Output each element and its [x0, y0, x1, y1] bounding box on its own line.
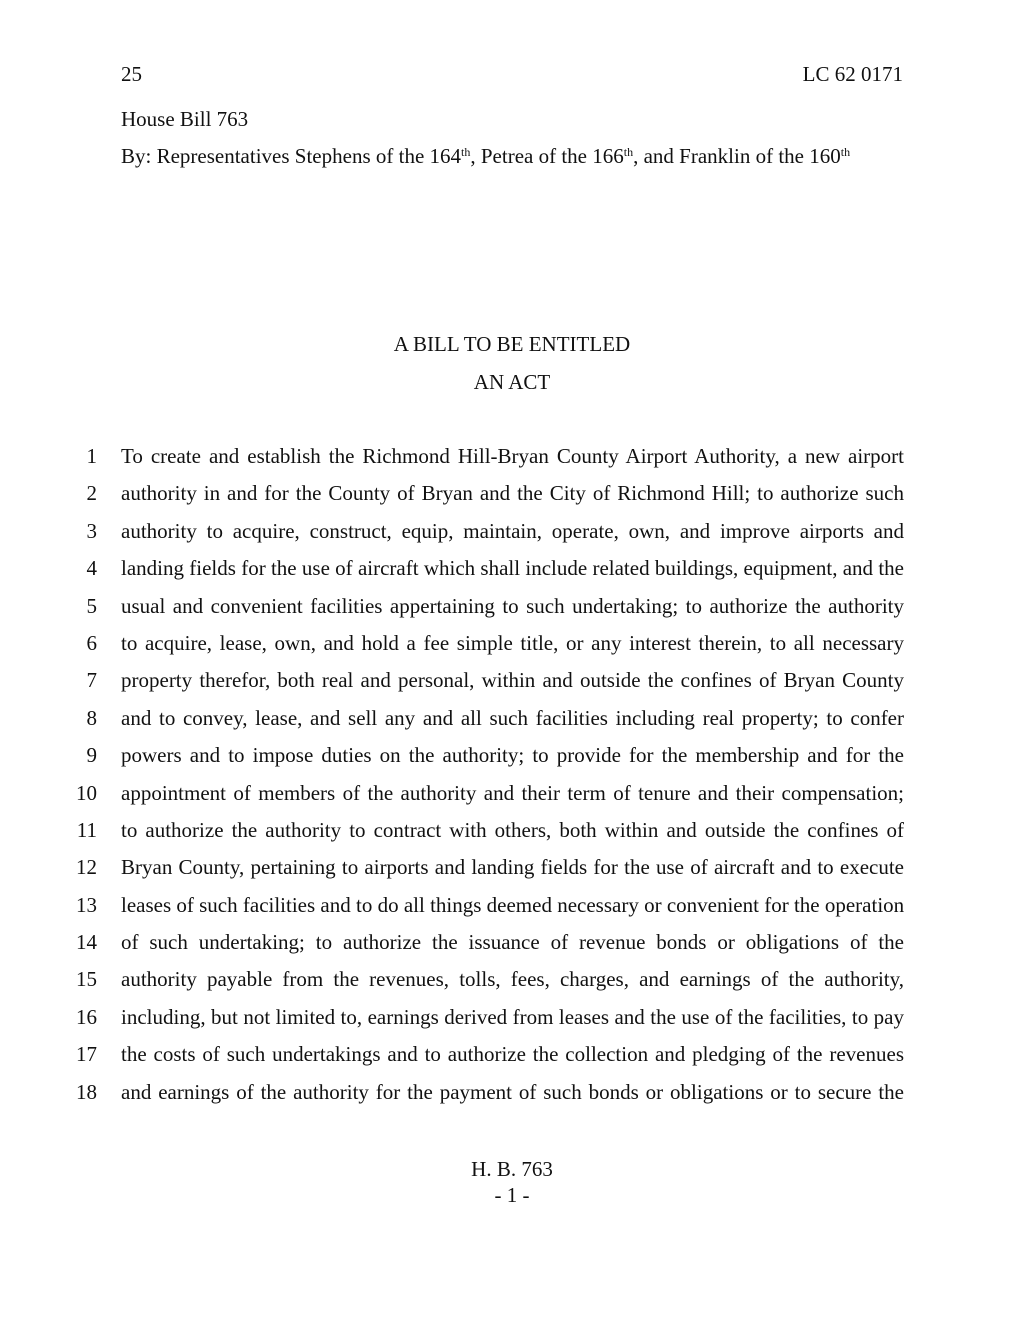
- line-number: 12: [76, 855, 97, 880]
- line-text: To create and establish the Richmond Hill-Bryan County Airport Authority, a new airport: [121, 444, 904, 468]
- line-text: to authorize the authority to contract with others, both within and outside the confines of: [121, 817, 904, 842]
- text-line: [0, 891, 1024, 928]
- bill-body: [0, 442, 1024, 1115]
- text-line: [0, 704, 1024, 741]
- line-number: 2: [86, 481, 97, 506]
- bill-title: House Bill 763: [121, 107, 249, 131]
- ordinal-suffix: th: [623, 145, 634, 159]
- line-number: 16: [76, 1004, 97, 1029]
- line-number: 11: [76, 817, 97, 842]
- line-number: 15: [76, 967, 97, 992]
- sponsors-prefix: By: Representatives Stephens of the 164: [121, 144, 462, 168]
- line-text: the costs of such undertakings and to authorize the collection and pledging of the revenues: [121, 1042, 904, 1067]
- text-line: [0, 629, 1024, 666]
- text-line: [0, 853, 1024, 890]
- text-line: [0, 816, 1024, 853]
- line-number: 5: [86, 593, 97, 618]
- sponsors-mid-1: , Petrea of the 166: [470, 144, 624, 168]
- footer-bill-reference: H. B. 763: [471, 1157, 553, 1181]
- line-text: usual and convenient facilities appertaining to such undertaking; to authorize the authority: [121, 593, 904, 618]
- text-line: [0, 965, 1024, 1002]
- line-number: 14: [76, 930, 97, 955]
- line-number: 4: [86, 556, 97, 581]
- line-number: 8: [86, 705, 97, 730]
- footer-page-number: - 1 -: [494, 1183, 530, 1207]
- act-heading: AN ACT: [473, 370, 551, 394]
- line-text: powers and to impose duties on the authority; to provide for the membership and for the: [121, 743, 904, 768]
- text-line: [0, 479, 1024, 516]
- line-text: to acquire, lease, own, and hold a fee simple title, or any interest therein, to all necessary: [121, 630, 904, 655]
- line-text: authority payable from the revenues, tolls, fees, charges, and earnings of the authority,: [121, 967, 904, 992]
- line-number: 7: [86, 668, 97, 693]
- line-text: including, but not limited to, earnings derived from leases and the use of the facilities, to pay: [121, 1004, 904, 1029]
- line-text: of such undertaking; to authorize the issuance of revenue bonds or obligations of the: [121, 930, 904, 955]
- session-number: 25: [121, 62, 142, 86]
- line-text: authority in and for the County of Bryan and the City of Richmond Hill; to authorize such: [121, 481, 904, 506]
- line-text: appointment of members of the authority and their term of tenure and their compensation;: [121, 780, 904, 805]
- line-number: 17: [76, 1042, 97, 1067]
- sponsors-line: [121, 142, 850, 170]
- text-line: [0, 741, 1024, 778]
- text-line: [0, 592, 1024, 629]
- line-text: and to convey, lease, and sell any and all such facilities including real property; to confer: [121, 705, 904, 730]
- line-text: property therefor, both real and personal, within and outside the confines of Bryan County: [121, 668, 904, 693]
- text-line: [0, 1003, 1024, 1040]
- text-line: [0, 442, 1024, 479]
- line-number: 18: [76, 1079, 97, 1104]
- sponsors-mid-2: , and Franklin of the 160: [633, 144, 841, 168]
- line-text: and earnings of the authority for the payment of such bonds or obligations or to secure the: [121, 1079, 904, 1104]
- text-line: [0, 517, 1024, 554]
- line-number: 9: [86, 743, 97, 768]
- line-number: 6: [86, 630, 97, 655]
- text-line: [0, 779, 1024, 816]
- line-text: leases of such facilities and to do all things deemed necessary or convenient for the operation: [121, 892, 905, 917]
- text-line: [0, 1078, 1024, 1115]
- ordinal-suffix: th: [840, 145, 851, 159]
- line-text: Bryan County, pertaining to airports and landing fields for the use of aircraft and to execute: [121, 855, 904, 880]
- text-line: [0, 928, 1024, 965]
- line-text: landing fields for the use of aircraft which shall include related buildings, equipment, and the: [121, 556, 904, 581]
- text-line: [0, 1040, 1024, 1077]
- text-line: [0, 554, 1024, 591]
- line-number: 13: [76, 892, 97, 917]
- bill-heading: A BILL TO BE ENTITLED: [393, 332, 631, 356]
- line-number: 10: [76, 780, 97, 805]
- lc-code: LC 62 0171: [802, 62, 903, 86]
- line-text: authority to acquire, construct, equip, maintain, operate, own, and improve airports and: [121, 518, 904, 543]
- text-line: [0, 666, 1024, 703]
- line-number: 3: [86, 518, 97, 543]
- line-number: 1: [86, 444, 97, 468]
- ordinal-suffix: th: [461, 145, 471, 159]
